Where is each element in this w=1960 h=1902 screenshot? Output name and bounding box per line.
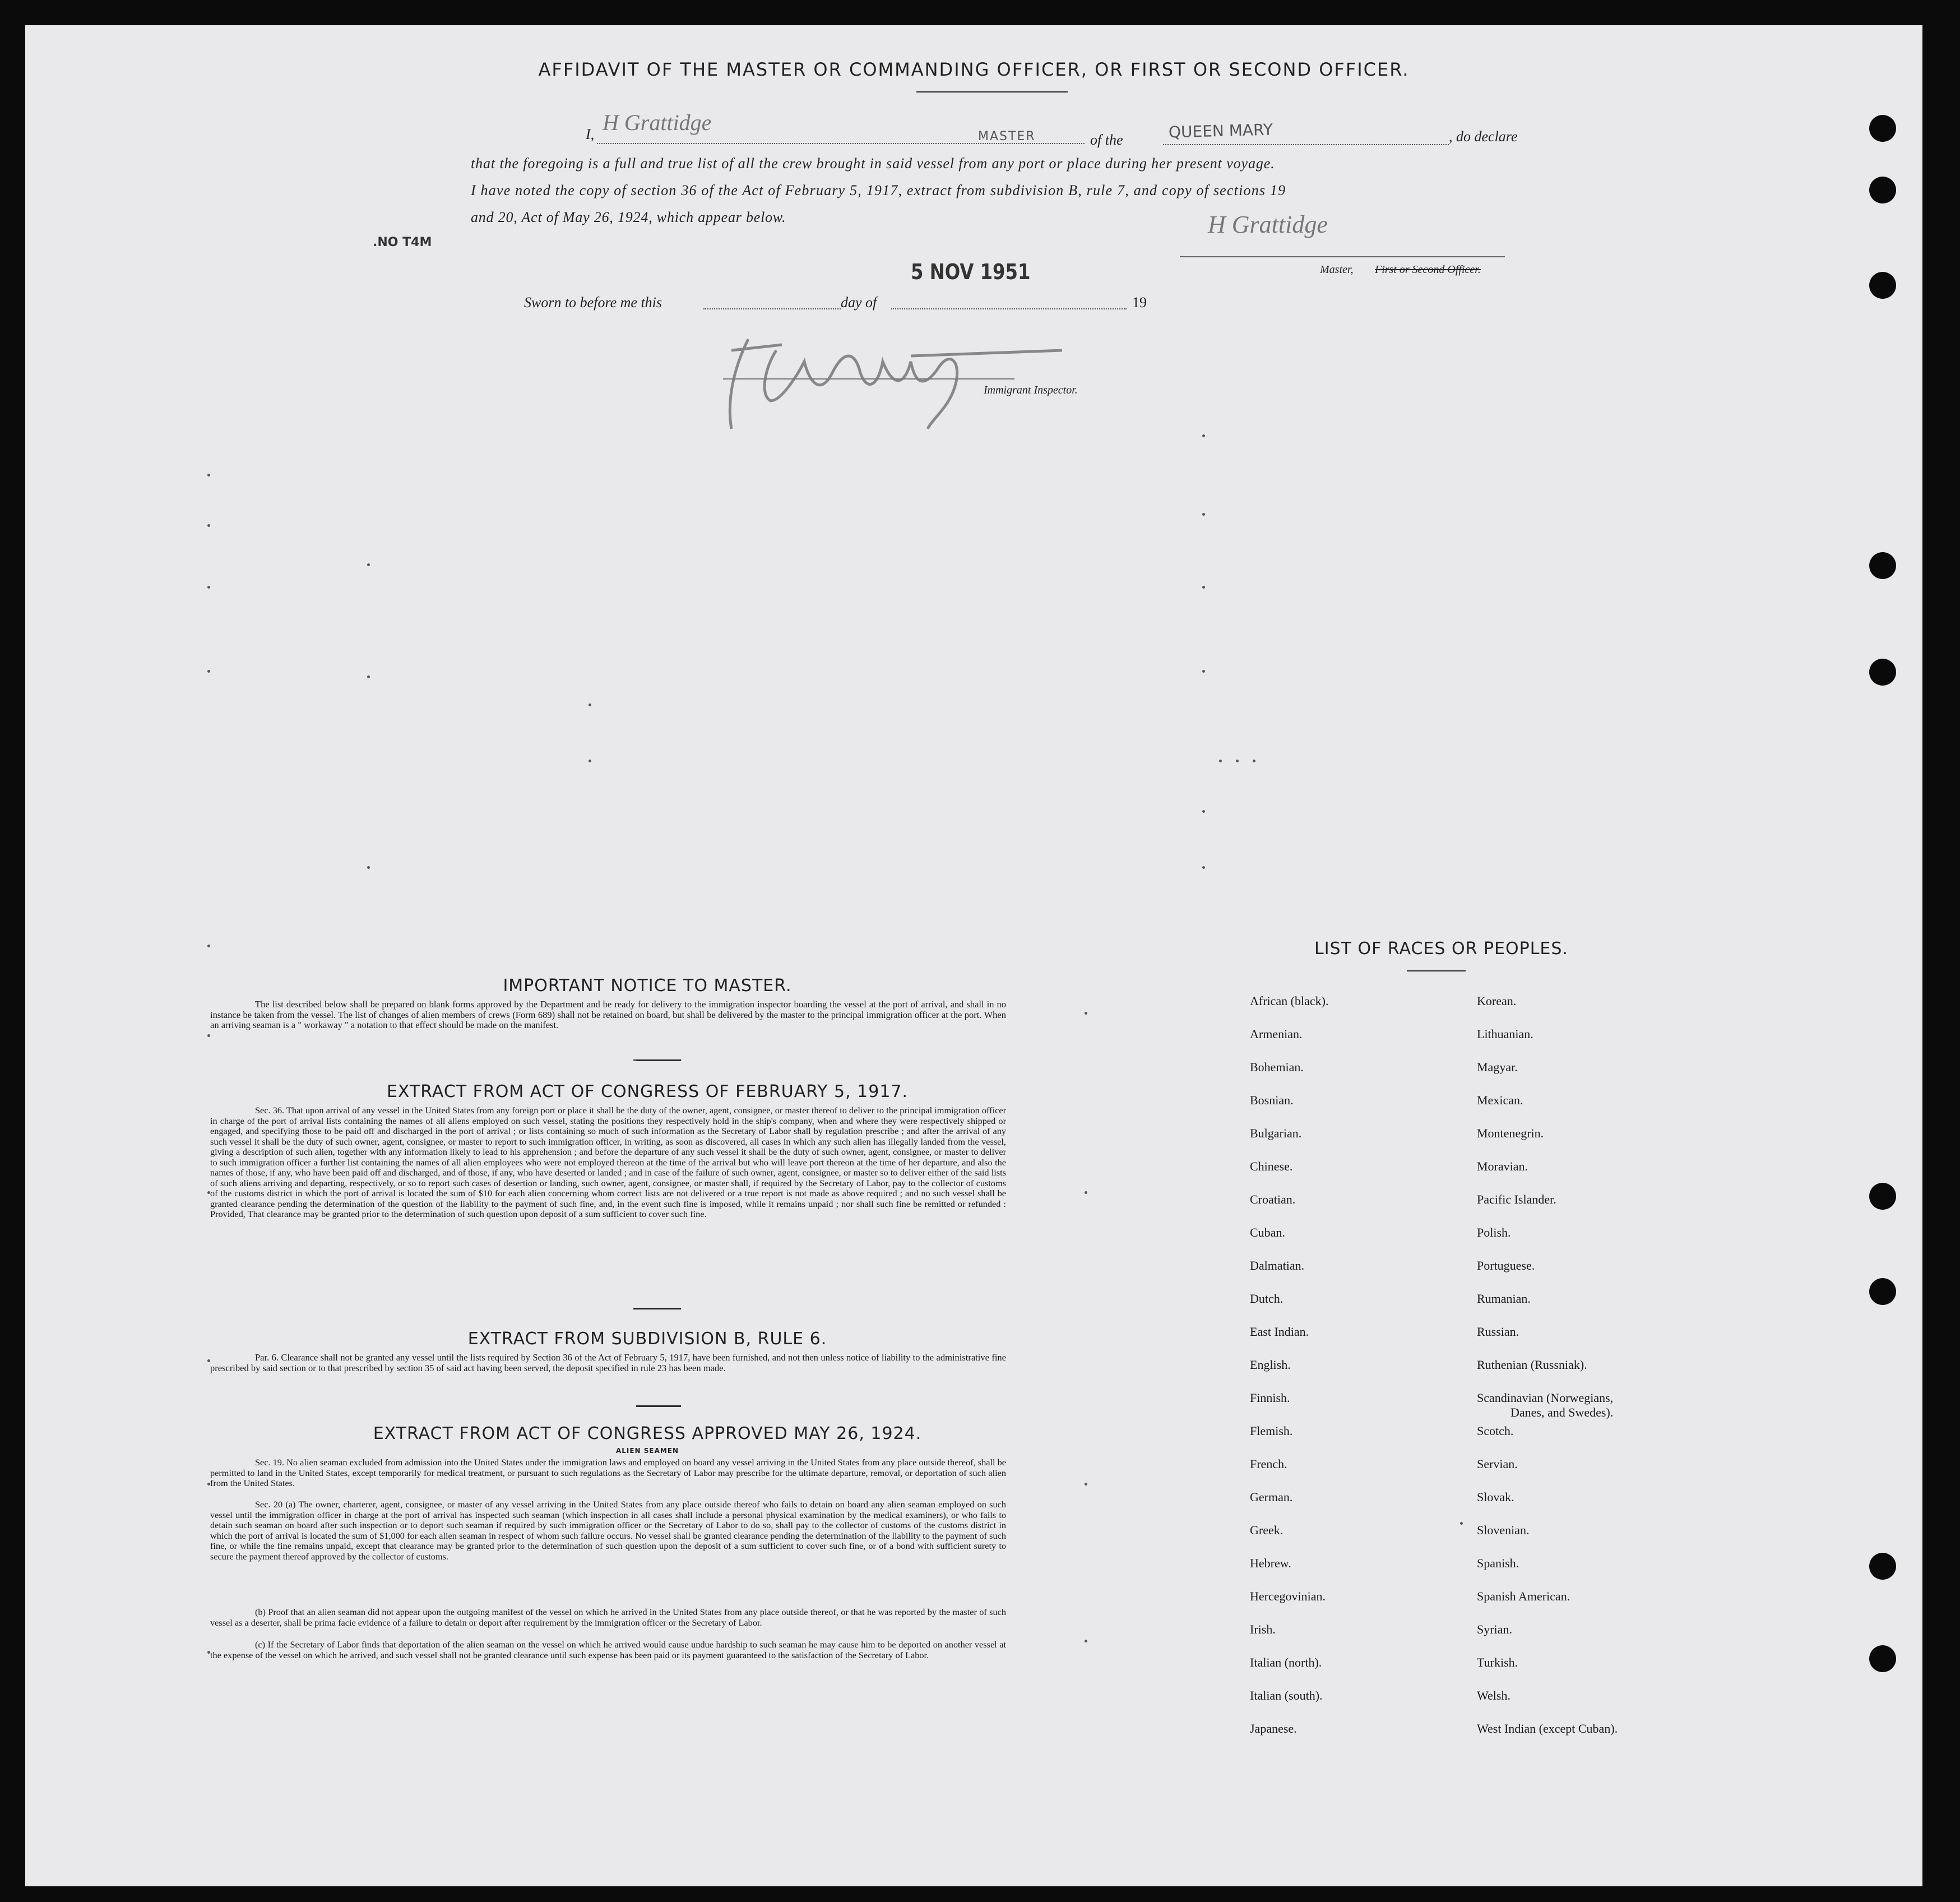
race-item: German. [1250,1490,1293,1504]
do-declare: , do declare [1449,128,1518,145]
race-item: East Indian. [1250,1325,1309,1339]
extract-1924-sec20b: (b) Proof that an alien seaman did not appear upon the outgoing manifest of the vessel on which he arrived in the United States from any place outside thereof, or that he was reported by the master of such vessel as a deserter, shall be prima facie evidence of a failure to detain or deport after requirement by the immigration officer or the Secretary of Labor. [210,1607,1006,1628]
mirrored-stamp-text: .NO T4M [373,235,432,249]
race-item: Flemish. [1250,1424,1293,1438]
vessel-name: QUEEN MARY [1168,120,1273,142]
affidavit-line-4: and 20, Act of May 26, 1924, which appear below. [471,209,786,225]
race-item: Portuguese. [1477,1258,1535,1272]
year-prefix: 19 [1132,294,1147,311]
punch-hole [1869,659,1896,686]
race-item: Slovak. [1477,1490,1514,1504]
race-item: Japanese. [1250,1721,1297,1736]
punch-hole [1869,177,1896,203]
sworn-label: Sworn to before me this [524,294,662,311]
sworn-month-line [891,308,1127,309]
race-item: Ruthenian (Russniak). [1477,1358,1587,1372]
punch-hole [1869,1645,1896,1672]
punch-hole [1869,1278,1896,1305]
sworn-day-line [703,308,841,309]
race-item: Armenian. [1250,1027,1303,1041]
race-item: West Indian (except Cuban). [1477,1721,1618,1736]
race-item: Turkish. [1477,1655,1518,1669]
race-item: Italian (north). [1250,1655,1322,1669]
notice-text: The list described below shall be prepared on blank forms approved by the Department and be ready for delivery to the immigration inspector boarding the vessel at the port of arrival, and shall in no instance be taken from the vessel. The list of changes of alien members of crews (Form 689) shall not be retained on board, but shall be delivered by the master to the principal immigration officer at the port. When an arriving seaman is a " workaway " a notation to that effect should be made on the manifest. [210,999,1006,1030]
race-item: Hebrew. [1250,1556,1291,1570]
affidavit-line-3: I have noted the copy of section 36 of the Act of February 5, 1917, extract from subdivision B, rule 7, and copy of sections 19 [471,182,1286,198]
rank-stamp: MASTER [978,129,1036,144]
race-item: Moravian. [1477,1159,1528,1173]
race-item: Montenegrin. [1477,1126,1544,1140]
race-item: Magyar. [1477,1060,1518,1074]
i-label: I, [586,126,595,142]
race-item: Greek. [1250,1523,1284,1537]
race-item: Bulgarian. [1250,1126,1302,1140]
race-item: Spanish. [1477,1556,1519,1570]
punch-hole [1869,115,1896,142]
race-item: French. [1250,1457,1287,1471]
race-item: Pacific Islander. [1477,1192,1556,1206]
extract-1924-subtitle: ALIEN SEAMEN [615,1447,679,1455]
vessel-line [1163,144,1449,145]
race-item: Scotch. [1477,1424,1514,1438]
document-page [25,25,1922,1886]
race-item: Dalmatian. [1250,1258,1305,1272]
race-item: Cuban. [1250,1225,1285,1239]
races-rule [1407,970,1466,971]
extract-1917-rule [633,1308,681,1309]
subdivision-text: Par. 6. Clearance shall not be granted any vessel until the lists required by Section 36 of the Act of February 5, 1917, have been furnished, and not then unless notice of liability to the administrative fine prescribed by said section or to that prescribed by section 35 of said act having been served, the deposit specified in rule 23 has been made. [210,1352,1006,1373]
extract-1924-sec20c: (c) If the Secretary of Labor finds that deportation of the alien seaman on the vessel on which he arrived would cause undue hardship to such seaman he may cause him to be deported on another vessel at the expense of the vessel on which he arrived, and such vessel shall not be granted clearance until such expense has been paid or its payment guaranteed to the satisfaction of the Secretary of Labor. [210,1639,1006,1660]
of-the-label: of the [1090,132,1123,148]
affidavit-title: AFFIDAVIT OF THE MASTER OR COMMANDING OFFICER, OR FIRST OR SECOND OFFICER. [538,59,1410,80]
race-item: Slovenian. [1477,1523,1530,1537]
race-item: Chinese. [1250,1159,1293,1173]
race-item: Irish. [1250,1622,1276,1636]
punch-hole [1869,552,1896,579]
race-item: Syrian. [1477,1622,1512,1636]
extract-1924-title: EXTRACT FROM ACT OF CONGRESS APPROVED MAY 26, 1924. [373,1424,922,1443]
title-rule [916,91,1068,92]
extract-1924-sec20a: Sec. 20 (a) The owner, charterer, agent, consignee, or master of any vessel arriving in the United States from any place outside thereof who fails to detain on board any alien seaman employed on such vessel until the immigration officer in charge at the port of arrival has inspected such seaman (which inspection in all cases shall include a personal physical examination by the medical examiners), or who fails to detain such seaman on board after such inspection or to deport such seaman if required by such immigration officer or the Secretary of Labor to do so, shall pay to the collector of customs of the customs district in which the port of arrival is located the sum of $1,000 for each alien seaman in respect of whom such failure occurs. No vessel shall be granted clearance pending the determination of the liability to the payment of such fine, or while the fine remains unpaid, except that clearance may be granted prior to the determination of such question upon the deposit of a sum sufficient to cover such fine, or of a bond with sufficient surety to secure the payment thereof approved by the collector of customs. [210,1499,1006,1562]
race-item: Dutch. [1250,1292,1284,1306]
master-handwritten-name: H Grattidge [603,110,712,135]
race-item: Lithuanian. [1477,1027,1533,1041]
race-item: Hercegovinian. [1250,1589,1326,1603]
affidavit-line-2: that the foregoing is a full and true list of all the crew brought in said vessel from any port or place during her present voyage. [471,155,1275,172]
race-item: African (black). [1250,994,1329,1008]
inspector-line [723,378,1014,380]
master-caption-struck: First or Second Officer. [1375,263,1481,276]
race-item: Korean. [1477,994,1517,1008]
race-item: Spanish American. [1477,1589,1570,1603]
punch-hole [1869,1183,1896,1210]
notice-title: IMPORTANT NOTICE TO MASTER. [503,976,792,996]
subdivision-rule [636,1405,681,1407]
race-item: English. [1250,1358,1291,1372]
race-item: Scandinavian (Norwegians, [1477,1391,1614,1405]
extract-1917-text: Sec. 36. That upon arrival of any vessel in the United States from any foreign port or place it shall be the duty of the owner, agent, consignee, or master thereof to deliver to the principal immigration officer in charge of the port of arrival lists containing the names of all aliens employed on such vessel, stating the positions they respectively hold in the ship's company, when and where they were respectively shipped or engaged, and specifying those to be paid off and discharged in the port of arrival ; or lists containing so much of such information as the Secretary of Labor shall by regulation prescribe ; and after the arrival of any such vessel it shall be the duty of such owner, agent, consignee, or master to report to such immigration officer, in writing, as soon as discovered, all cases in which any such alien has illegally landed from the vessel, giving a description of such alien, together with any information likely to lead to his apprehension ; and before the departure of any such vessel it shall be the duty of such owner, agent, consignee, or master to deliver to such immigration officer a further list containing the names of all alien employees who were not employed thereon at the time of the arrival but who will leave port thereon at the time of her departure, and also the names of those, if any, who have been paid off and discharged, and of those, if any, who have deserted or landed ; and in case of the failure of such owner, agent, consignee, or master so to deliver either of the said lists of such aliens arriving and departing, respectively, or so to report such cases of desertion or landing, such owner, agent, consignee, or master shall, if required by the Secretary of Labor, pay to the collector of customs of the customs district in which the port of arrival is located the sum of $10 for each alien concerning whom correct lists are not delivered or a true report is not made as above required ; and no such vessel shall be granted clearance pending the determination of the question of the liability to the payment of such fine, and, in the event such fine is imposed, while it remains unpaid ; nor shall such fine be remitted or refunded : Provided, That clearance may be granted prior to the determination of such question upon deposit of a sum sufficient to cover such fine. [210,1105,1006,1219]
race-item-continuation: Danes, and Swedes). [1510,1405,1614,1419]
master-signature-line [1180,256,1505,257]
race-item: Rumanian. [1477,1292,1531,1306]
punch-hole [1869,1553,1896,1580]
races-title: LIST OF RACES OR PEOPLES. [1314,939,1568,959]
race-item: Bohemian. [1250,1060,1304,1074]
date-stamp: 5 NOV 1951 [911,260,1031,284]
inspector-caption: Immigrant Inspector. [984,384,1078,396]
extract-1924-sec19: Sec. 19. No alien seaman excluded from admission into the United States under the immigration laws and employed on board any vessel arriving in the United States from any place outside thereof, shall be permitted to land in the United States, except temporarily for medical treatment, or pursuant to such regulations as the Secretary of Labor may prescribe for the ultimate departure, removal, or deportation of such alien from the United States. [210,1457,1006,1488]
subdivision-title: EXTRACT FROM SUBDIVISION B, RULE 6. [467,1329,827,1349]
race-item: Welsh. [1477,1688,1510,1702]
extract-1917-title: EXTRACT FROM ACT OF CONGRESS OF FEBRUARY 5, 1917. [386,1082,909,1102]
race-item: Russian. [1477,1325,1519,1339]
punch-hole [1869,272,1896,299]
master-signature: H Grattidge [1208,211,1328,238]
race-item: Italian (south). [1250,1688,1323,1702]
race-item: Finnish. [1250,1391,1290,1405]
race-item: Polish. [1477,1225,1511,1239]
race-item: Croatian. [1250,1192,1296,1206]
master-caption: Master, [1320,263,1354,276]
race-item: Servian. [1477,1457,1518,1471]
day-of-label: day of [841,294,877,311]
race-item: Mexican. [1477,1093,1523,1107]
race-item: Bosnian. [1250,1093,1294,1107]
